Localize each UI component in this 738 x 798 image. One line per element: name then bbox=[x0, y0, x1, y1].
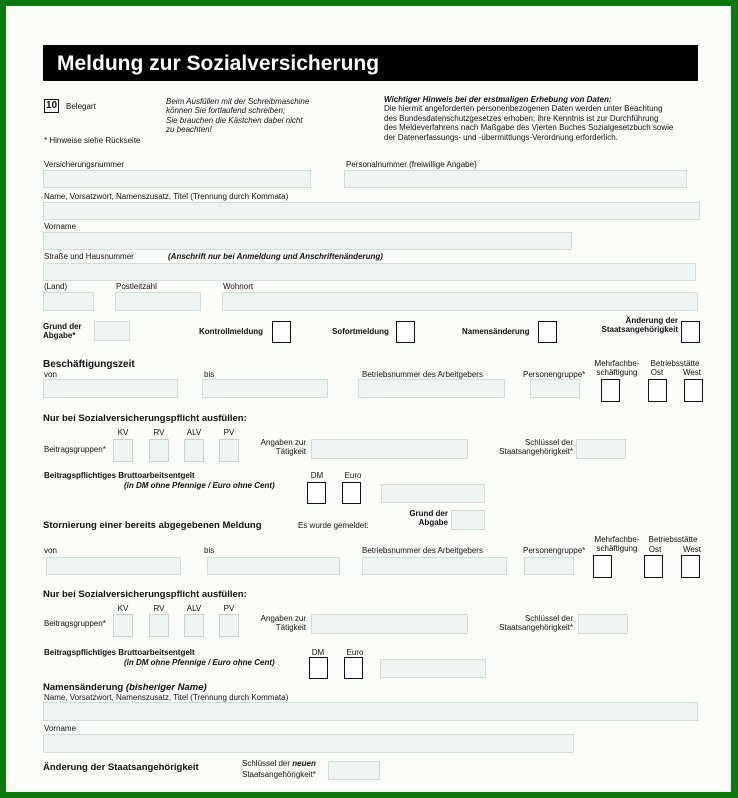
namensaenderung-heading-suffix: (bisheriger Name) bbox=[125, 682, 207, 693]
dm-checkbox[interactable] bbox=[307, 482, 326, 504]
storno-kv-field[interactable] bbox=[113, 614, 133, 637]
plz-field[interactable] bbox=[115, 292, 201, 311]
storno-euro-checkbox[interactable] bbox=[344, 657, 363, 679]
storno-schluessel-label-line: Staatsangehörigkeit* bbox=[499, 623, 573, 632]
bis-field[interactable] bbox=[202, 379, 328, 398]
storno-rv-field[interactable] bbox=[149, 614, 169, 637]
betriebsnummer-label: Betriebsnummer des Arbeitgebers bbox=[362, 370, 483, 379]
taetigkeit-field[interactable] bbox=[311, 439, 468, 459]
versicherungsnummer-label: Versicherungsnummer bbox=[44, 160, 125, 169]
sofortmeldung-checkbox[interactable] bbox=[396, 321, 415, 343]
name-label: Name, Vorsatzwort, Namenszusatz, Titel (Trennung durch Kommata) bbox=[44, 192, 289, 201]
storno-heading: Stornierung einer bereits abgegebenen Meldung bbox=[43, 520, 262, 531]
kontrollmeldung-label: Kontrollmeldung bbox=[199, 327, 263, 336]
storno-betriebsnummer-field[interactable] bbox=[362, 557, 507, 575]
schluessel-field[interactable] bbox=[576, 439, 626, 459]
grund-label-line: Grund der bbox=[43, 322, 82, 331]
storno-svpflicht-heading: Nur bei Sozialversicherungspflicht ausfüllen: bbox=[43, 589, 247, 600]
kv-label: KV bbox=[117, 428, 129, 437]
prev-name-field[interactable] bbox=[43, 702, 698, 721]
staat-label-line: Staatsangehörigkeit bbox=[601, 325, 678, 334]
prev-vorname-field[interactable] bbox=[43, 734, 574, 753]
storno-taetigkeit-label-line: Tätigkeit bbox=[275, 623, 306, 632]
versicherungsnummer-field[interactable] bbox=[43, 170, 311, 188]
staat-label-line: Änderung der bbox=[625, 316, 678, 325]
storno-bis-label: bis bbox=[204, 546, 215, 555]
staatsangehoerigkeit-change-label bbox=[576, 316, 678, 334]
von-label: von bbox=[44, 370, 57, 379]
namensaenderung-checkbox[interactable] bbox=[538, 321, 557, 343]
euro-label: Euro bbox=[344, 471, 362, 480]
schluessel-label-line: Staatsangehörigkeit* bbox=[499, 447, 573, 456]
storno-kv-label: KV bbox=[117, 604, 129, 613]
storno-schluessel-label-line: Schlüssel der bbox=[524, 614, 573, 623]
strasse-field[interactable] bbox=[43, 263, 696, 281]
namensaenderung-heading bbox=[43, 682, 207, 693]
personengruppe-field[interactable] bbox=[530, 379, 580, 398]
schluessel-label bbox=[476, 438, 573, 456]
storno-west-label: West bbox=[682, 545, 702, 554]
typewriter-note-line: Beim Ausfüllen mit der Schreibmaschine bbox=[166, 97, 310, 106]
prev-name-label: Name, Vorsatzwort, Namenszusatz, Titel (Trennung durch Kommata) bbox=[44, 693, 289, 702]
taetigkeit-label-line: Tätigkeit bbox=[275, 447, 306, 456]
personalnummer-label: Personalnummer (freiwillige Angabe) bbox=[346, 160, 477, 169]
typewriter-note-line: Sie brauchen die Kästchen dabei nicht bbox=[166, 115, 303, 125]
storno-alv-field[interactable] bbox=[184, 614, 204, 637]
storno-mehrfach-label-line: schäftigung bbox=[596, 544, 638, 553]
belegart-label: Belegart bbox=[66, 102, 96, 111]
storno-mehrfach-checkbox[interactable] bbox=[593, 555, 612, 578]
namensaenderung-heading-text: Namensänderung bbox=[43, 682, 124, 693]
storno-grund-label bbox=[386, 509, 448, 527]
storno-taetigkeit-label-line: Angaben zur bbox=[260, 614, 306, 623]
wohnort-field[interactable] bbox=[222, 292, 698, 311]
storno-personengruppe-field[interactable] bbox=[524, 557, 574, 575]
staat-schluessel-label bbox=[242, 759, 316, 768]
brutto-hint: (in DM ohne Pfennige / Euro ohne Cent) bbox=[124, 481, 275, 490]
storno-ost-checkbox[interactable] bbox=[644, 555, 663, 578]
storno-alv-label: ALV bbox=[186, 604, 202, 613]
storno-grund-field[interactable] bbox=[451, 510, 485, 530]
typewriter-note-line: können Sie fortlaufend schreiben; bbox=[166, 106, 286, 116]
kontrollmeldung-checkbox[interactable] bbox=[272, 321, 291, 343]
anschrift-hint: (Anschrift nur bei Anmeldung und Anschriftenänderung) bbox=[168, 252, 383, 261]
name-field[interactable] bbox=[43, 202, 700, 220]
west-label: West bbox=[682, 368, 702, 377]
storno-ost-label: Ost bbox=[648, 545, 662, 554]
title-bar bbox=[43, 45, 698, 81]
staatsangehoerigkeit-change-checkbox[interactable] bbox=[681, 321, 700, 343]
storno-pv-label: PV bbox=[223, 604, 235, 613]
privacy-notice-title: Wichtiger Hinweis bei der erstmaligen Erhebung von Daten: bbox=[384, 95, 612, 104]
form-title: Meldung zur Sozialversicherung bbox=[57, 52, 380, 75]
kv-field[interactable] bbox=[113, 439, 133, 462]
mehrfach-checkbox[interactable] bbox=[601, 379, 620, 402]
wohnort-label: Wohnort bbox=[223, 282, 254, 291]
mehrfach-label-line: schäftigung bbox=[596, 368, 638, 377]
grund-label-line: Abgabe* bbox=[43, 331, 76, 340]
storno-von-label: von bbox=[44, 546, 57, 555]
storno-bis-field[interactable] bbox=[207, 557, 340, 575]
privacy-notice-line: der Datenerfassungs- und -übermittlungs-Verordnung erforderlich. bbox=[384, 132, 618, 142]
strasse-label: Straße und Hausnummer bbox=[44, 252, 134, 261]
gemeldet-label: Es wurde gemeldet: bbox=[298, 521, 369, 530]
privacy-notice bbox=[384, 95, 673, 142]
brutto-label: Beitragspflichtiges Bruttoarbeitsentgelt bbox=[44, 471, 195, 480]
vorname-label: Vorname bbox=[44, 222, 77, 231]
form-page bbox=[6, 6, 731, 792]
ost-label: Ost bbox=[650, 368, 664, 377]
storno-mehrfach-label-line: Mehrfachbe- bbox=[594, 535, 640, 544]
personengruppe-label: Personengruppe* bbox=[523, 370, 586, 379]
beitragsgruppen-label: Beitragsgruppen* bbox=[44, 445, 106, 454]
storno-euro-label: Euro bbox=[346, 648, 364, 657]
vorname-field[interactable] bbox=[43, 232, 572, 250]
betriebsstaette-label: Betriebsstätte bbox=[650, 359, 700, 368]
storno-grund-label-line: Grund der bbox=[409, 509, 448, 518]
land-label: (Land) bbox=[44, 282, 68, 291]
storno-mehrfach-label bbox=[591, 535, 643, 553]
belegart-code: 10 bbox=[45, 100, 58, 111]
von-field[interactable] bbox=[43, 379, 178, 398]
typewriter-note-line: zu beachten! bbox=[166, 125, 212, 135]
prev-vorname-label: Vorname bbox=[44, 724, 77, 733]
bis-label: bis bbox=[204, 370, 215, 379]
storno-brutto-field[interactable] bbox=[380, 659, 486, 678]
mehrfach-label-line: Mehrfachbe- bbox=[594, 359, 640, 368]
mehrfach-label bbox=[591, 359, 643, 377]
storno-rv-label: RV bbox=[153, 604, 165, 613]
beschaeftigungszeit-heading: Beschäftigungszeit bbox=[43, 359, 135, 370]
svpflicht-heading: Nur bei Sozialversicherungspflicht ausfüllen: bbox=[43, 413, 247, 424]
staat-staatsangehoerigkeit-label: Staatsangehörigkeit* bbox=[242, 770, 316, 779]
personalnummer-field[interactable] bbox=[344, 170, 687, 188]
storno-grund-label-line: Abgabe bbox=[418, 518, 448, 527]
taetigkeit-label-line: Angaben zur bbox=[260, 438, 306, 447]
storno-dm-checkbox[interactable] bbox=[309, 657, 328, 679]
pv-label: PV bbox=[223, 428, 235, 437]
storno-brutto-label: Beitragspflichtiges Bruttoarbeitsentgelt bbox=[44, 648, 195, 657]
storno-dm-label: DM bbox=[311, 648, 325, 657]
storno-betriebsnummer-label: Betriebsnummer des Arbeitgebers bbox=[362, 546, 483, 555]
grund-field[interactable] bbox=[94, 321, 130, 341]
staat-schluessel-neuen: neuen bbox=[292, 759, 316, 768]
taetigkeit-label bbox=[236, 438, 306, 456]
staat-schluessel-field[interactable] bbox=[328, 761, 380, 780]
privacy-notice-line: des Meldeverfahrens nach Maßgabe des Vierten Buches Sozialgesetzbuch sowie bbox=[384, 123, 674, 133]
namensaenderung-label: Namensänderung bbox=[462, 327, 530, 336]
storno-betriebsstaette-label: Betriebsstätte bbox=[648, 535, 698, 544]
storno-brutto-hint: (in DM ohne Pfennige / Euro ohne Cent) bbox=[124, 658, 275, 667]
storno-schluessel-field[interactable] bbox=[578, 614, 628, 634]
brutto-field[interactable] bbox=[381, 484, 485, 503]
storno-von-field[interactable] bbox=[46, 557, 181, 575]
storno-taetigkeit-label bbox=[236, 614, 306, 632]
privacy-notice-line: des Bundesdatenschutzgesetzes erhoben; ihre Kenntnis ist zur Durchführung bbox=[384, 113, 659, 123]
ost-checkbox[interactable] bbox=[648, 379, 667, 402]
storno-schluessel-label bbox=[476, 614, 573, 632]
privacy-notice-line: Die hiermit angeforderten personenbezogenen Daten werden unter Beachtung bbox=[384, 104, 663, 114]
storno-taetigkeit-field[interactable] bbox=[311, 614, 468, 634]
west-checkbox[interactable] bbox=[684, 379, 703, 402]
storno-beitragsgruppen-label: Beitragsgruppen* bbox=[44, 619, 106, 628]
alv-field[interactable] bbox=[184, 439, 204, 462]
rv-label: RV bbox=[153, 428, 165, 437]
rv-field[interactable] bbox=[149, 439, 169, 462]
sofortmeldung-label: Sofortmeldung bbox=[332, 327, 389, 336]
staat-schluessel-prefix: Schlüssel der bbox=[242, 759, 291, 768]
land-field[interactable] bbox=[43, 292, 94, 311]
storno-personengruppe-label: Personengruppe* bbox=[523, 546, 586, 555]
euro-checkbox[interactable] bbox=[342, 482, 361, 504]
plz-label: Postleitzahl bbox=[116, 282, 157, 291]
typewriter-note bbox=[166, 97, 309, 135]
storno-west-checkbox[interactable] bbox=[681, 555, 700, 578]
alv-label: ALV bbox=[186, 428, 202, 437]
dm-label: DM bbox=[310, 471, 324, 480]
hint-reference: * Hinweise siehe Rückseite bbox=[44, 136, 141, 145]
betriebsnummer-field[interactable] bbox=[358, 379, 505, 398]
staat-heading: Änderung der Staatsangehörigkeit bbox=[43, 762, 199, 773]
grund-label bbox=[43, 322, 82, 340]
schluessel-label-line: Schlüssel der bbox=[524, 438, 573, 447]
